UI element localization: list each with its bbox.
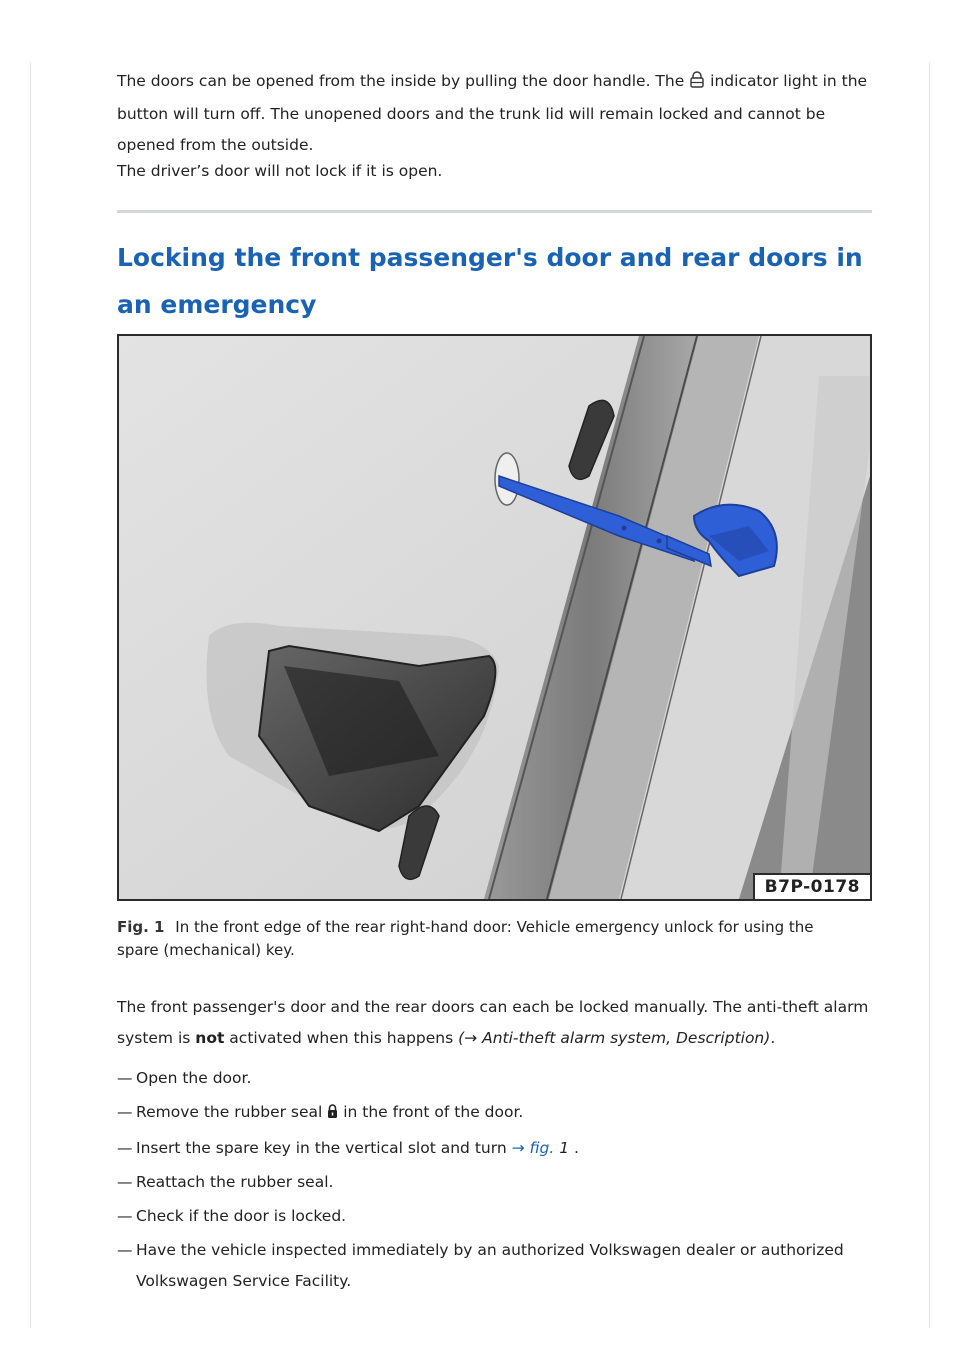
figure-reference-link[interactable]: → fig. bbox=[511, 1139, 555, 1157]
section-divider bbox=[117, 210, 872, 213]
driver-door-note: The driver’s door will not lock if it is open. bbox=[117, 162, 443, 180]
figure-caption bbox=[117, 916, 847, 962]
figure-code: B7P-0178 bbox=[753, 873, 870, 899]
list-item: — Open the door. bbox=[117, 1069, 252, 1087]
door-illustration bbox=[119, 336, 870, 899]
list-item: — Check if the door is locked. bbox=[117, 1207, 347, 1225]
list-item: — Have the vehicle inspected immediately by an authorized Volkswagen dealer or authorized Volkswagen Service Facility. bbox=[117, 1241, 844, 1290]
intro-paragraph: The doors can be opened from the inside by pulling the door handle. The indicator light in the button will turn off. The unopened doors and the trunk lid will remain locked and cannot be opened from the outside. bbox=[117, 66, 872, 161]
figure-caption-text: In the front edge of the rear right-hand door: Vehicle emergency unlock for using the spare (mechanical) key. bbox=[117, 918, 814, 959]
list-item: — Insert the spare key in the vertical slot and turn → fig. 1 . bbox=[117, 1139, 579, 1157]
section-title: Locking the front passenger's door and rear doors in an emergency bbox=[117, 243, 863, 319]
figure-emergency-lock bbox=[117, 334, 872, 901]
anti-theft-reference[interactable]: (→ Anti-theft alarm system, Description) bbox=[458, 1029, 771, 1047]
list-item: — Remove the rubber seal in the front of the door. bbox=[117, 1097, 872, 1130]
list-item: — Reattach the rubber seal. bbox=[117, 1173, 334, 1191]
steps-list bbox=[117, 1063, 872, 1300]
body-paragraph: The front passenger's door and the rear doors can each be locked manually. The anti-theft alarm system is not activated when this happens (→ Anti-theft alarm system, Description). bbox=[117, 998, 869, 1047]
figure-label: Fig. 1 bbox=[117, 918, 165, 936]
rubber-seal-icon bbox=[327, 1099, 338, 1130]
page-margin-line-right bbox=[929, 62, 930, 1328]
page-margin-line-left bbox=[30, 62, 31, 1328]
lock-indicator-icon bbox=[689, 68, 705, 99]
